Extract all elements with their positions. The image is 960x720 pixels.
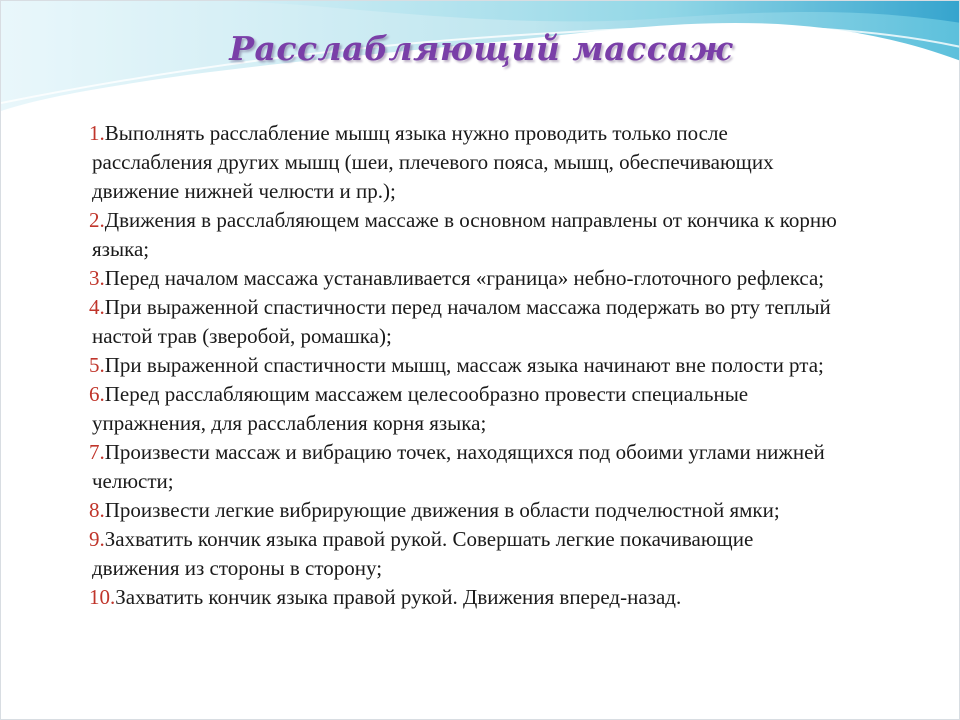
list-item — [89, 438, 949, 496]
list-item-text-line: Произвести массаж и вибрацию точек, находящихся под обоими углами нижней — [104, 440, 825, 464]
instruction-list — [89, 119, 949, 612]
list-item-text-line: Перед расслабляющим массажем целесообразно провести специальные — [104, 382, 749, 406]
list-item-text-line: Произвести легкие вибрирующие движения в области подчелюстной ямки; — [104, 498, 780, 522]
list-item-text-line: движение нижней челюсти и пр.); — [92, 179, 396, 203]
list-item-text-line: Захватить кончик языка правой рукой. Движения вперед-назад. — [115, 585, 682, 609]
list-item-text-line: упражнения, для расслабления корня языка; — [92, 411, 487, 435]
list-item — [89, 351, 949, 380]
list-item-text-line: Захватить кончик языка правой рукой. Совершать легкие покачивающие — [104, 527, 754, 551]
list-item-text-line: Выполнять расслабление мышц языка нужно проводить только после — [104, 121, 728, 145]
list-item-number: 6. — [89, 382, 105, 406]
list-item-number: 9. — [89, 527, 105, 551]
list-item-text-line: При выраженной спастичности мышц, массаж языка начинают вне полости рта; — [104, 353, 824, 377]
list-item-text-line: расслабления других мышц (шеи, плечевого пояса, мышц, обеспечивающих — [92, 150, 774, 174]
list-item — [89, 293, 949, 351]
slide-title: Расслабляющий массаж — [229, 29, 733, 68]
list-item-text-line: языка; — [92, 237, 150, 261]
list-item-text-line: движения из стороны в сторону; — [92, 556, 383, 580]
list-item — [89, 119, 949, 206]
list-item-number: 3. — [89, 266, 105, 290]
list-item-number: 2. — [89, 208, 105, 232]
list-item — [89, 264, 949, 293]
list-item-text-line: настой трав (зверобой, ромашка); — [92, 324, 392, 348]
list-item-number: 5. — [89, 353, 105, 377]
list-item-number: 8. — [89, 498, 105, 522]
list-item-text-line: челюсти; — [92, 469, 174, 493]
list-item — [89, 206, 949, 264]
list-item-text-line: При выраженной спастичности перед началом массажа подержать во рту теплый — [104, 295, 831, 319]
list-item — [89, 583, 949, 612]
list-item — [89, 496, 949, 525]
list-item-number: 1. — [89, 121, 105, 145]
list-item — [89, 380, 949, 438]
list-item-number: 10. — [89, 585, 116, 609]
list-item-text-line: Движения в расслабляющем массаже в основном направлены от кончика к корню — [104, 208, 837, 232]
list-item-number: 4. — [89, 295, 105, 319]
list-item — [89, 525, 949, 583]
list-item-text-line: Перед началом массажа устанавливается «граница» небно-глоточного рефлекса; — [104, 266, 825, 290]
list-item-number: 7. — [89, 440, 105, 464]
